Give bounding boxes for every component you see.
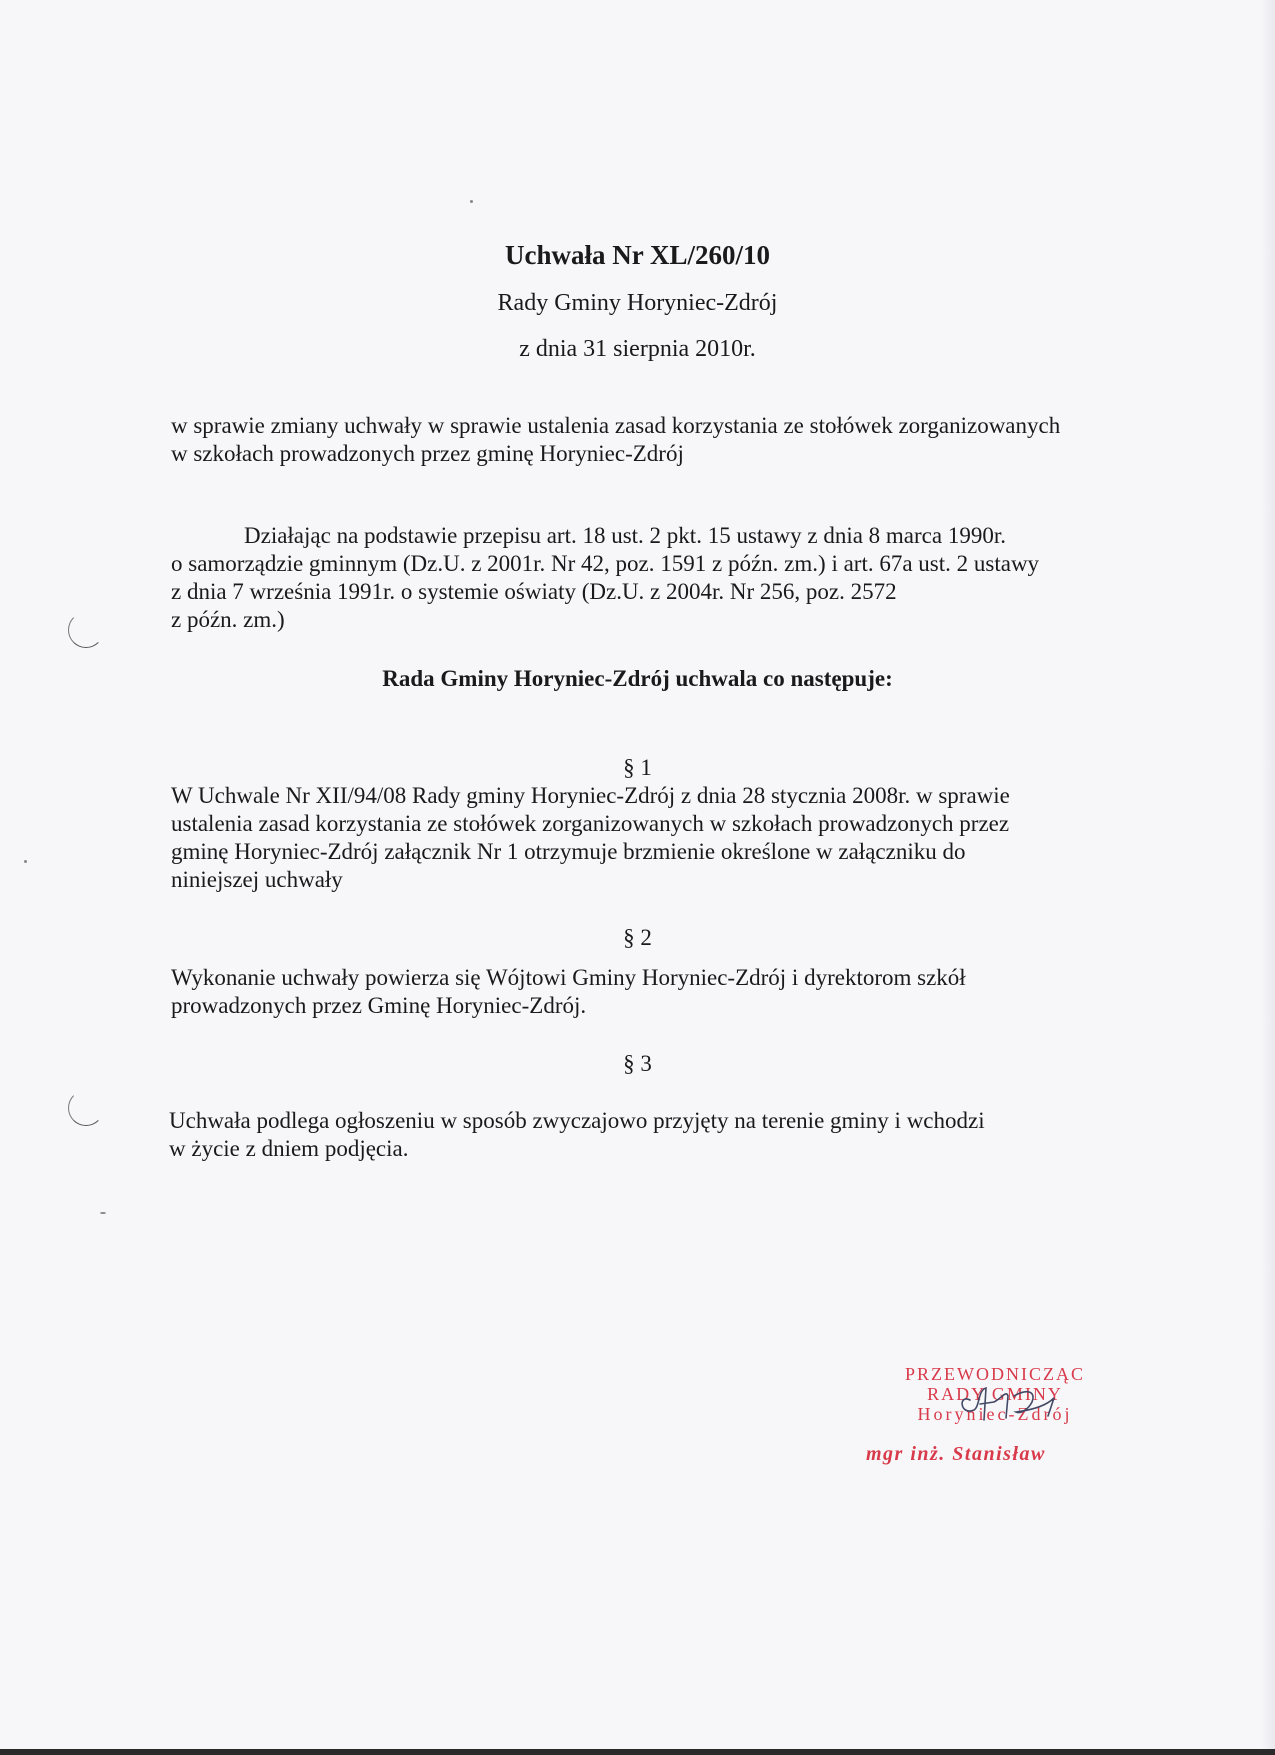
legal-basis-line: o samorządzie gminnym (Dz.U. z 2001r. Nr 42, poz. 1591 z późn. zm.) i art. 67a ust. 2 ustawy	[171, 551, 1040, 576]
section-line: gminę Horyniec-Zdrój załącznik Nr 1 otrzymuje brzmienie określone w załączniku do	[171, 839, 966, 864]
legal-basis-line: z dnia 7 września 1991r. o systemie oświaty (Dz.U. z 2004r. Nr 256, poz. 2572	[171, 579, 897, 604]
page-edge-bottom	[0, 1749, 1275, 1755]
section-line: niniejszej uchwały	[171, 867, 343, 892]
punch-hole-bottom	[68, 1090, 104, 1126]
scan-speck	[100, 1212, 106, 1214]
scan-speck	[24, 860, 27, 863]
section-line: Wykonanie uchwały powierza się Wójtowi Gminy Horyniec-Zdrój i dyrektorom szkół	[171, 965, 966, 990]
resolution-clause: Rada Gminy Horyniec-Zdrój uchwala co następuje:	[382, 666, 893, 691]
legal-basis-paragraph	[171, 522, 1039, 634]
stamp-signatory-name: mgr inż. Stanisław	[866, 1443, 1046, 1465]
legal-basis-line: z późn. zm.)	[171, 607, 285, 632]
punch-hole-top	[68, 612, 104, 648]
subject-line: w szkołach prowadzonych przez gminę Horyniec-Zdrój	[171, 441, 684, 466]
section-line: ustalenia zasad korzystania ze stołówek zorganizowanych w szkołach prowadzonych przez	[171, 811, 1010, 836]
section-mark-3: § 3	[623, 1051, 652, 1076]
subject-paragraph	[171, 412, 1060, 468]
section-2-body	[171, 964, 966, 1020]
section-mark-2: § 2	[623, 925, 652, 950]
handwritten-signature	[950, 1376, 1080, 1428]
document-date: z dnia 31 sierpnia 2010r.	[519, 336, 756, 362]
legal-basis-line: Działając na podstawie przepisu art. 18 ust. 2 pkt. 15 ustawy z dnia 8 marca 1990r.	[244, 523, 1006, 548]
stamp-line: RADY GMINY	[927, 1384, 1063, 1404]
section-line: Uchwała podlega ogłoszeniu w sposób zwyczajowo przyjęty na terenie gminy i wchodzi	[169, 1108, 985, 1133]
section-1-body	[171, 782, 1010, 894]
section-line: prowadzonych przez Gminę Horyniec-Zdrój.	[171, 993, 587, 1018]
stamp-line: PRZEWODNICZĄC	[905, 1364, 1085, 1384]
subject-line: w sprawie zmiany uchwały w sprawie ustalenia zasad korzystania ze stołówek zorganizowanych	[171, 413, 1061, 438]
scan-speck	[470, 200, 473, 203]
stamp-line: Horyniec-Zdrój	[917, 1404, 1073, 1424]
section-mark-1: § 1	[623, 755, 652, 780]
section-line: W Uchwale Nr XII/94/08 Rady gminy Horyniec-Zdrój z dnia 28 stycznia 2008r. w sprawie	[171, 783, 1010, 808]
section-3-body	[169, 1107, 985, 1163]
council-name: Rady Gminy Horyniec-Zdrój	[497, 290, 778, 316]
section-line: w życie z dniem podjęcia.	[169, 1136, 409, 1161]
document-title: Uchwała Nr XL/260/10	[504, 240, 770, 270]
